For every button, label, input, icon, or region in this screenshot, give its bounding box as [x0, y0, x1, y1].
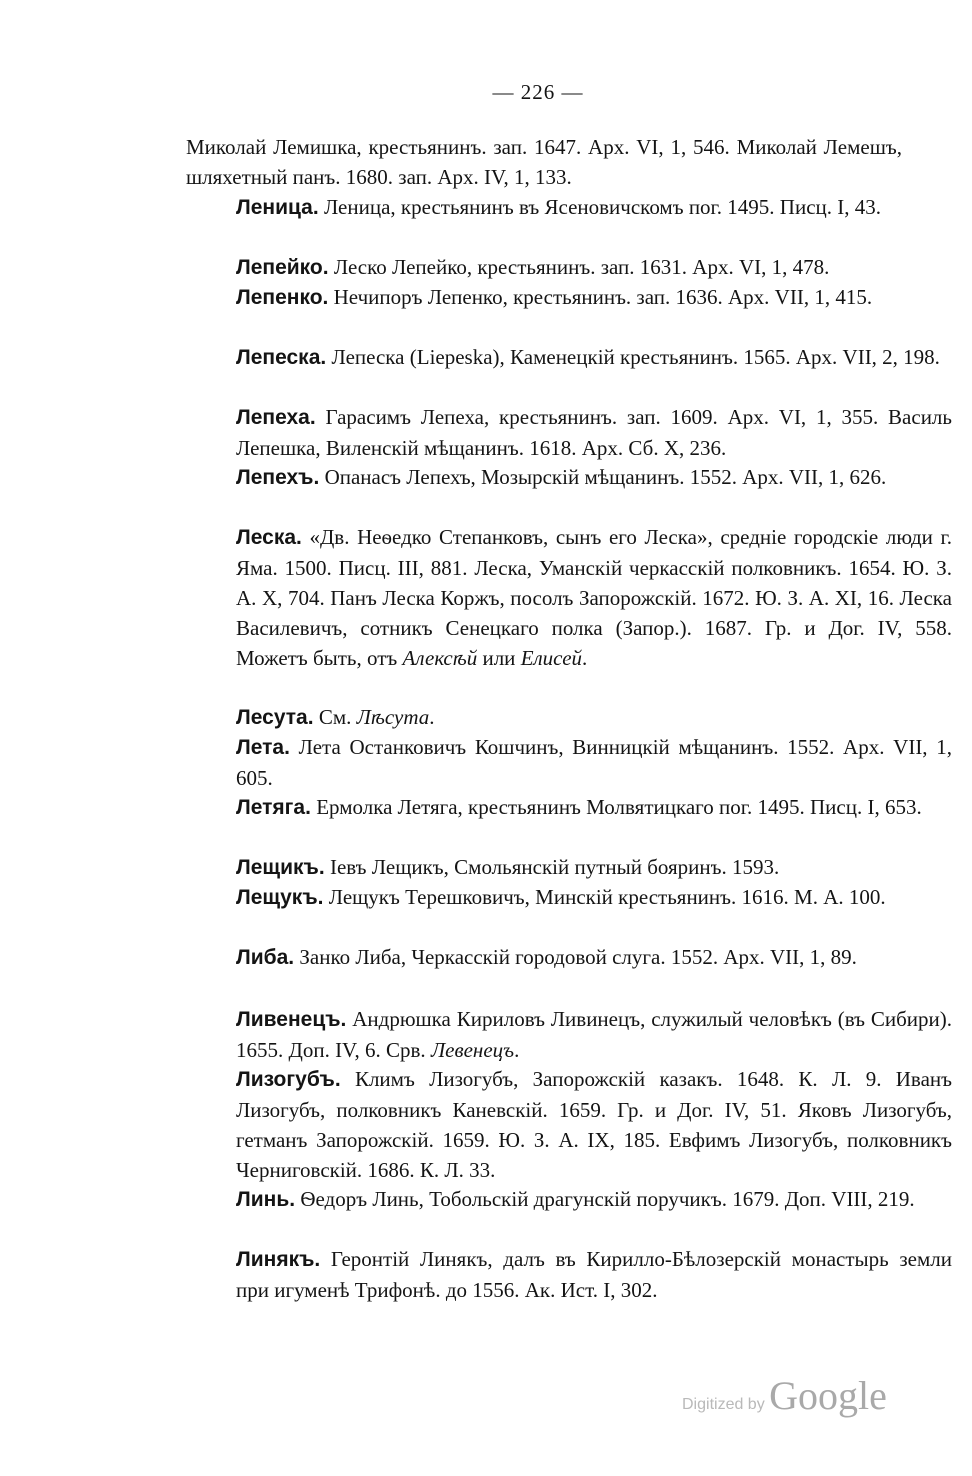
headword: Лизогубъ. — [236, 1068, 341, 1091]
entry-text: Іевъ Лещикъ, Смольянскій путный бояринъ. 1593. — [324, 855, 780, 879]
entry-text: Лета Останковичъ Кошчинъ, Винницкій мѣщанинъ. 1552. Арх. VII, 1, 605. — [236, 735, 952, 790]
entry-text: См. — [313, 705, 357, 729]
headword: Линякъ. — [236, 1248, 321, 1271]
entry-lepekha — [186, 402, 952, 463]
entry-text: . — [514, 1038, 520, 1062]
entry-text: Леница, крестьянинъ въ Ясеновичскомъ пог. 1495. Писц. I, 43. — [318, 195, 882, 219]
entry-text: Леско Лепейко, крестьянинъ. зап. 1631. Арх. VI, 1, 478. — [328, 255, 830, 279]
headword: Либа. — [236, 946, 295, 969]
entry-leshchik — [186, 852, 952, 883]
headword: Леска. — [236, 526, 302, 549]
entry-text: Лепеска (Liepeska), Каменецкій крестьянинъ. 1565. Арх. VII, 2, 198. — [326, 345, 940, 369]
entry-text: Климъ Лизогубъ, Запорожскій казакъ. 1648. К. Л. 9. Иванъ Лизогубъ, полковникъ Каневскій. 1659. Гр. и Дог. IV, 51. Яковъ Лизогубъ, гетманъ Запорожскій. 1659. Ю. З. А. IX, 185. Евфимъ Лизогубъ, полковникъ Черниговскій. 1686. К. Л. 33. — [236, 1067, 952, 1182]
headword: Лепейко. — [236, 256, 329, 279]
entry-text: Ѳедоръ Линь, Тобольскій драгунскій поручикъ. 1679. Доп. VIII, 219. — [295, 1187, 915, 1211]
entry-lin — [186, 1184, 952, 1215]
headword: Лета. — [236, 736, 290, 759]
entry-text: Миколай Лемишка, крестьянинъ. зап. 1647. Арх. VI, 1, 546. Миколай Лемешъ, шляхетный панъ. 1680. зап. Арх. IV, 1, 133. — [186, 135, 902, 189]
entry-leshchuk — [186, 882, 952, 913]
entry-livenets — [186, 1004, 952, 1065]
entry-text: Лещукъ Терешковичъ, Минскій крестьянинъ. 1616. М. А. 100. — [323, 885, 886, 909]
entry-lepeiko — [186, 252, 952, 283]
entry-lepeska — [186, 342, 952, 373]
digitized-by-google-watermark — [682, 1372, 887, 1419]
page-number: — 226 — — [492, 80, 584, 104]
headword: Лещикъ. — [236, 856, 325, 879]
entry-lepekh — [186, 462, 952, 493]
italic-cross-reference: Алексѣй — [402, 646, 478, 670]
entry-text: . — [429, 705, 435, 729]
entry-text: «Дв. Неѳедко Степанковъ, сынъ его Леска», средніе городскіе люди г. Яма. 1500. Писц. III, 881. Леска, Уманскій черкасскій полковникъ. 1654. Ю. З. А. X, 704. Панъ Леска Коржъ, посолъ Запорожскій. 1672. Ю. З. А. XI, 16. Леска Василевичъ, сотникъ Сенецкаго полка (Запор.). 1687. Гр. и Дог. IV, 558. Можетъ быть, отъ — [236, 525, 952, 670]
entry-mykolai-lemishka — [186, 132, 902, 192]
headword: Лепехъ. — [236, 466, 320, 489]
headword: Летяга. — [236, 796, 311, 819]
entry-text: Занко Либа, Черкасскій городовой слуга. 1552. Арх. VII, 1, 89. — [294, 945, 857, 969]
entry-leta — [186, 732, 952, 793]
entry-text: или — [477, 646, 521, 670]
italic-cross-reference: Левенецъ — [430, 1038, 515, 1062]
italic-cross-reference: Лѣсута — [356, 705, 430, 729]
entry-lenitsa — [186, 192, 952, 223]
google-logo: Google — [769, 1373, 887, 1418]
headword: Ливенецъ. — [236, 1008, 347, 1031]
entry-letyaga — [186, 792, 952, 823]
headword: Леница. — [236, 196, 319, 219]
headword: Лещукъ. — [236, 886, 324, 909]
headword: Лепеска. — [236, 346, 327, 369]
headword: Линь. — [236, 1188, 296, 1211]
entry-text: Опанасъ Лепехъ, Мозырскій мѣщанинъ. 1552. Арх. VII, 1, 626. — [319, 465, 887, 489]
entry-text: Геронтій Линякъ, далъ въ Кирилло-Бѣлозерскій монастырь земли при игуменѣ Трифонѣ. до 1556. Ак. Ист. I, 302. — [236, 1247, 952, 1302]
entry-text: Нечипоръ Лепенко, крестьянинъ. зап. 1636. Арх. VII, 1, 415. — [328, 285, 873, 309]
italic-cross-reference: Елисей — [520, 646, 583, 670]
entry-liba — [186, 942, 952, 973]
headword: Лепеха. — [236, 406, 316, 429]
entry-text: . — [582, 646, 588, 670]
headword: Лесута. — [236, 706, 314, 729]
entry-linyak — [186, 1244, 952, 1305]
entry-text: Ермолка Летяга, крестьянинъ Молвятицкаго пог. 1495. Писц. I, 653. — [310, 795, 922, 819]
entry-leska — [186, 522, 952, 673]
watermark-prefix: Digitized by — [682, 1396, 765, 1413]
headword: Лепенко. — [236, 286, 329, 309]
entry-lepenko — [186, 282, 952, 313]
entry-text: Андрюшка Кириловъ Ливинецъ, служилый человѣкъ (въ Сибири). 1655. Доп. IV, 6. Срв. — [236, 1007, 952, 1062]
entry-text: Гарасимъ Лепеха, крестьянинъ. зап. 1609. Арх. VI, 1, 355. Василь Лепешка, Виленскій мѣщанинъ. 1618. Арх. Сб. X, 236. — [236, 405, 952, 460]
entry-lesuta — [186, 702, 952, 733]
entry-lizogub — [186, 1064, 952, 1185]
